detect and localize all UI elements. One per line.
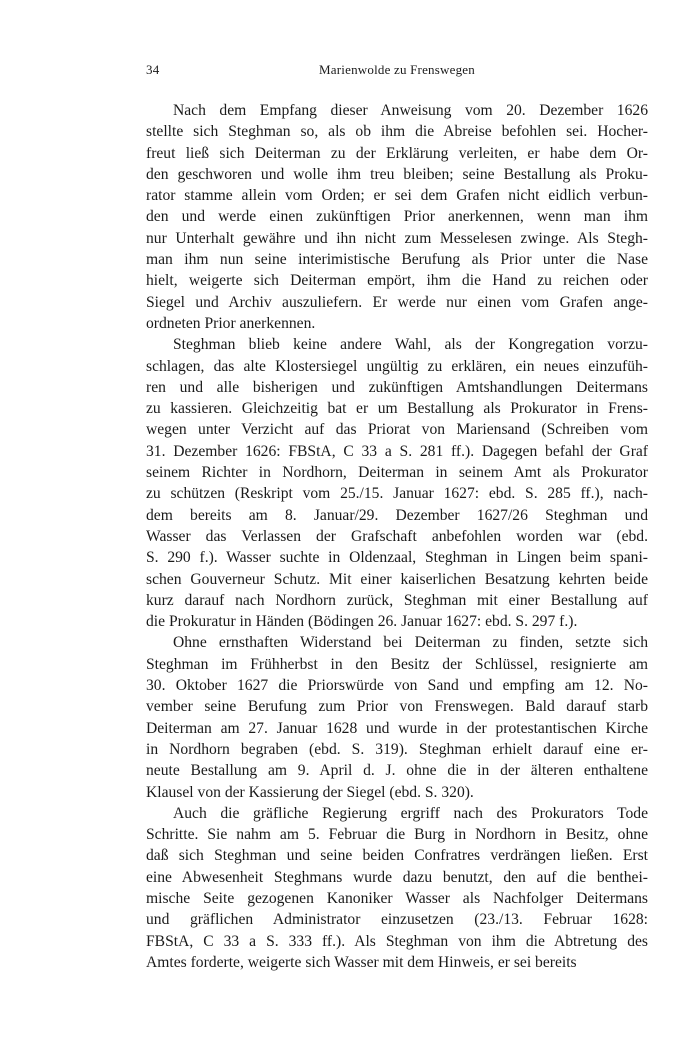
text-line: und gräflichen Administrator einzusetzen (23./13. Februar 1628: (146, 911, 648, 929)
paragraph (146, 100, 648, 334)
text-line: 30. Oktober 1627 die Priorswürde von Sand und empfing am 12. No- (146, 677, 648, 695)
text-line: mische Seite gezogenen Kanoniker Wasser als Nachfolger Deitermans (146, 889, 648, 907)
text-line: man ihm nun seine interimistische Berufung als Prior unter die Nase (146, 251, 648, 269)
body-text (146, 100, 648, 973)
text-line: Schritte. Sie nahm am 5. Februar die Burg in Nordhorn in Besitz, ohne (146, 826, 648, 844)
text-line: Auch die gräfliche Regierung ergriff nach des Prokurators Tode (173, 804, 648, 822)
text-line: Wasser das Verlassen der Grafschaft anbefohlen worden war (ebd. (146, 527, 648, 545)
text-line: ren und alle bisherigen und zukünftigen Amtshandlungen Deitermans (146, 378, 648, 396)
text-line: zu schützen (Reskript vom 25./15. Januar 1627: ebd. S. 285 ff.), nach- (146, 485, 648, 503)
running-title: Marienwolde zu Frenswegen (319, 62, 475, 77)
page-header (146, 62, 648, 82)
text-line: rator stamme allein vom Orden; er sei dem Grafen nicht eidlich verbun- (146, 187, 648, 205)
text-line: eine Abwesenheit Steghmans wurde dazu benutzt, den auf die benthei- (146, 868, 648, 886)
text-line: seinem Richter in Nordhorn, Deiterman in seinem Amt als Prokurator (146, 464, 648, 482)
text-line: neute Bestallung am 9. April d. J. ohne die in der älteren enthaltene (146, 762, 648, 780)
text-line: wegen unter Verzicht auf das Priorat von Mariensand (Schreiben vom (146, 421, 648, 439)
text-line: die Prokuratur in Händen (Bödingen 26. Januar 1627: ebd. S. 297 f.). (146, 613, 578, 631)
text-line: schlagen, das alte Klostersiegel ungültig zu erklären, ein neues einzufüh- (146, 357, 648, 375)
text-line: hielt, weigerte sich Deiterman empört, ihm die Hand zu reichen oder (146, 272, 648, 290)
text-line: den geschworen und wolle ihm treu bleiben; seine Bestallung als Proku- (146, 165, 648, 183)
text-line: S. 290 f.). Wasser suchte in Oldenzaal, Steghman in Lingen beim spani- (146, 549, 648, 567)
text-line: FBStA, C 33 a S. 333 ff.). Als Steghman von ihm die Abtretung des (146, 932, 648, 950)
text-line: Ohne ernsthaften Widerstand bei Deiterman zu finden, setzte sich (173, 634, 648, 652)
text-line: vember seine Berufung zum Prior von Frenswegen. Bald darauf starb (146, 698, 648, 716)
text-line: 31. Dezember 1626: FBStA, C 33 a S. 281 ff.). Dagegen befahl der Graf (146, 442, 648, 460)
text-line: daß sich Steghman und seine beiden Confratres verdrängen ließen. Erst (146, 847, 648, 865)
text-line: Siegel und Archiv auszuliefern. Er werde nur einen vom Grafen ange- (146, 293, 648, 311)
text-line: kurz darauf nach Nordhorn zurück, Steghman mit einer Bestallung auf (146, 591, 648, 609)
text-line: zu kassieren. Gleichzeitig bat er um Bestallung als Prokurator in Frens- (146, 400, 648, 418)
text-line: stellte sich Steghman so, als ob ihm die Abreise befohlen sei. Hocher- (146, 123, 648, 141)
text-line: dem bereits am 8. Januar/29. Dezember 1627/26 Steghman und (146, 506, 648, 524)
text-line: Klausel von der Kassierung der Siegel (ebd. S. 320). (146, 783, 474, 801)
text-line: freut ließ sich Deiterman zu der Erklärung verleiten, er habe dem Or- (146, 144, 648, 162)
text-line: Steghman blieb keine andere Wahl, als der Kongregation vorzu- (173, 336, 648, 354)
text-line: Nach dem Empfang dieser Anweisung vom 20. Dezember 1626 (173, 102, 648, 119)
text-line: in Nordhorn begraben (ebd. S. 319). Steghman erhielt darauf eine er- (146, 740, 648, 758)
text-line: schen Gouverneur Schutz. Mit einer kaiserlichen Besatzung kehrten beide (146, 570, 648, 588)
paragraph (146, 632, 648, 802)
text-line: Deiterman am 27. Januar 1628 und wurde in der protestantischen Kirche (146, 719, 648, 737)
text-line: nur Unterhalt gewähre und ihn nicht zum Messelesen zwinge. Als Stegh- (146, 229, 648, 247)
paragraph (146, 803, 648, 973)
paragraph (146, 334, 648, 632)
text-line: den und werde einen zukünftigen Prior anerkennen, wenn man ihm (146, 208, 648, 226)
text-line: Amtes forderte, weigerte sich Wasser mit dem Hinweis, er sei bereits (146, 953, 577, 971)
text-line: Steghman im Frühherbst in den Besitz der Schlüssel, resignierte am (146, 655, 648, 673)
text-line: ordneten Prior anerkennen. (146, 314, 316, 332)
page-number: 34 (146, 62, 160, 77)
